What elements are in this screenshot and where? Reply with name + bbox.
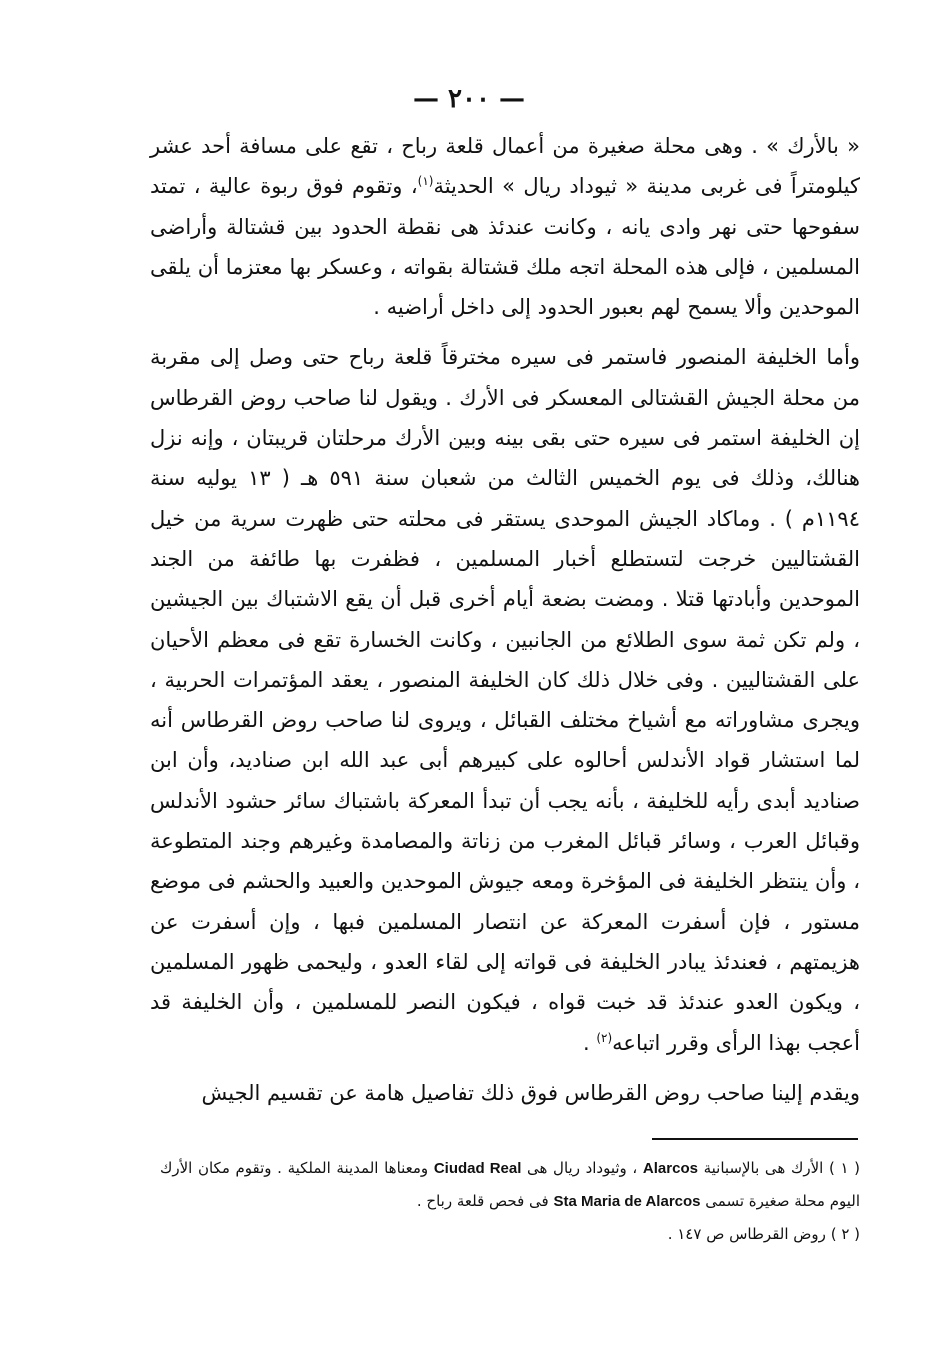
footnote-2 — [160, 1218, 860, 1251]
footnote-divider — [652, 1138, 858, 1140]
footnote-1-marker: ( ١ ) — [828, 1159, 860, 1177]
footnote-1 — [160, 1152, 860, 1218]
paragraph-2-end: . — [582, 1030, 590, 1055]
paragraph-2 — [150, 337, 860, 1062]
footnote-1-text-a: الأرك هى بالإسبانية — [703, 1159, 824, 1177]
paragraph-3: ويقدم إلينا صاحب روض القرطاس فوق ذلك تفاصيل هامة عن تقسيم الجيش — [201, 1080, 860, 1105]
footnote-1-latin-c: Sta Maria de Alarcos — [553, 1193, 701, 1210]
footnote-1-text-d: فى فحص قلعة رباح . — [416, 1192, 549, 1210]
footnote-1-text-b: ، وثيوداد ريال هى — [527, 1159, 638, 1177]
footnote-ref-1[interactable]: (١) — [417, 174, 434, 189]
footnote-2-marker: ( ٢ ) — [830, 1225, 860, 1243]
footnote-ref-2[interactable]: (٢) — [596, 1030, 613, 1045]
footnote-1-latin-a: Alarcos — [642, 1160, 698, 1177]
page-number: — ٢٠٠ — — [412, 84, 526, 114]
paragraph-1 — [150, 126, 860, 327]
footnote-1-latin-b: Ciudad Real — [433, 1160, 522, 1177]
paragraph-2-text: وأما الخليفة المنصور فاستمر فى سيره مخترقاً قلعة رباح حتى وصل إلى مقربة من محلة الجيش القشتالى المعسكر فى الأرك . ويقول لنا صاحب روض القرطاس إن الخليفة استمر فى سيره حتى بقى بينه وبين الأرك مرحلتان قريبتان ، وإنه نزل هنالك، وذلك فى يوم الخميس الثالث من شعبان سنة ٥٩١ هـ ( ١٣ يوليه سنة ١١٩٤م ) . وماكاد الجيش الموحدى يستقر فى محلته حتى ظهرت سرية من خيل القشتاليين خرجت لتستطلع أخبار المسلمين ، فظفرت بها طائفة من الجند الموحدين وأبادتها قتلا . ومضت بضعة أيام أخرى قبل أن يقع الاشتباك بين الجيشين ، ولم تكن ثمة سوى الطلائع من الجانبين ، وكانت الخسارة تقع فى معظم الأحيان على القشتاليين . وفى خلال ذلك كان الخليفة المنصور ، يعقد المؤتمرات الحربية ، ويجرى مشاوراته مع أشياخ مختلف القبائل ، ويروى لنا صاحب روض القرطاس أنه لما استشار قواد الأندلس أحالوه على كبيرهم أبى عبد الله ابن صناديد، وأن ابن صناديد أبدى رأيه للخليفة ، بأنه يجب أن تبدأ المعركة باشتباك سائر حشود الأندلس وقبائل العرب ، وسائر قبائل المغرب من زناتة والمصامدة وغيرهم وجند المتطوعة ، وأن ينتظر الخليفة فى المؤخرة ومعه جيوش الموحدين والعبيد والحشم فى موضع مستور ، فإن أسفرت المعركة عن انتصار المسلمين فبها ، وإن أسفرت عن هزيمتهم ، فعندئذ يبادر الخليفة فى قواته إلى لقاء العدو ، وليحمى ظهور المسلمين ، ويكون العدو عندئذ قد خبت قواه ، فيكون النصر للمسلمين ، وأن الخليفة قد أعجب بهذا الرأى وقرر اتباعه — [150, 345, 860, 1055]
paragraph-1-part-b: ، وتقوم فوق ربوة عالية ، تمتد سفوحها حتى نهر وادى يانه ، وكانت عندئذ هى نقطة الحدود بين قشتالة وأراضى المسلمين ، فإلى هذه المحلة اتجه ملك قشتالة بقواته ، وعسكر بها معتزما أن يلقى الموحدين وألا يسمح لهم بعبور الحدود إلى داخل أراضيه . — [150, 174, 860, 320]
footnote-1-text-c: ومعناها المدينة الملكية . وتقوم مكان الأرك اليوم محلة صغيرة تسمى — [160, 1159, 860, 1210]
paragraph-1-part-a: « بالأرك » . وهى محلة صغيرة من أعمال قلعة رباح ، تقع على مسافة أحد عشر كيلومتراً فى غربى مدينة « ثيوداد ريال » الحديثة — [150, 134, 861, 199]
footnote-2-text: روض القرطاس ص ١٤٧ . — [667, 1225, 826, 1243]
footnotes — [160, 1152, 860, 1251]
main-text — [150, 126, 860, 1113]
